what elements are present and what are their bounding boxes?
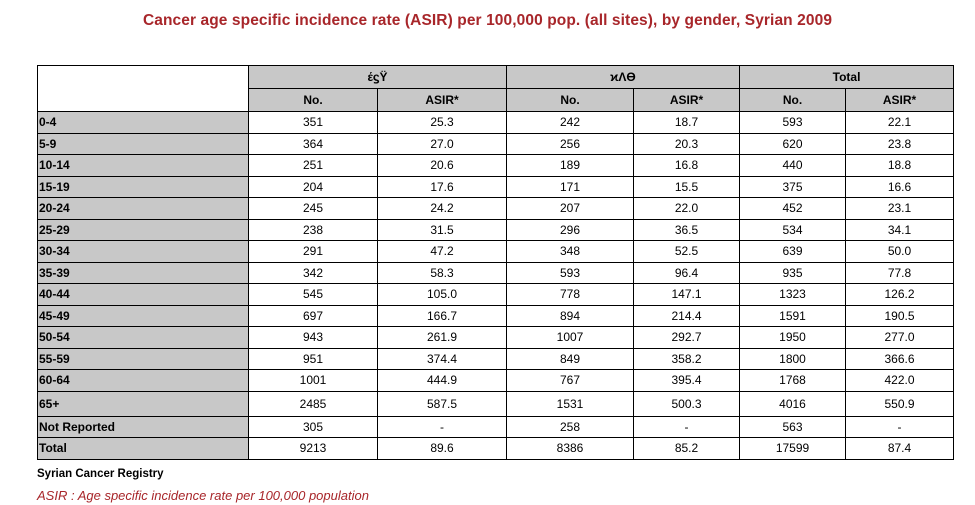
table-cell: 20.3: [634, 133, 740, 155]
table-cell: 358.2: [634, 348, 740, 370]
table-cell: 147.1: [634, 284, 740, 306]
table-cell: 15.5: [634, 176, 740, 198]
table-row: [38, 155, 954, 177]
column-header: ASIR*: [846, 89, 954, 112]
table-cell: 52.5: [634, 241, 740, 263]
table-cell: 27.0: [378, 133, 507, 155]
table-cell: 277.0: [846, 327, 954, 349]
row-label: 45-49: [38, 305, 249, 327]
row-label: 5-9: [38, 133, 249, 155]
table-cell: 452: [740, 198, 846, 220]
table-cell: 17599: [740, 438, 846, 460]
row-label: 65+: [38, 391, 249, 416]
table-cell: 364: [249, 133, 378, 155]
table-cell: 849: [507, 348, 634, 370]
table-row: [38, 438, 954, 460]
table-cell: 126.2: [846, 284, 954, 306]
table-cell: 22.1: [846, 112, 954, 134]
table-cell: 767: [507, 370, 634, 392]
column-header: No.: [740, 89, 846, 112]
table-cell: 261.9: [378, 327, 507, 349]
table-cell: 20.6: [378, 155, 507, 177]
group-header-female: ϰΛϴ: [507, 66, 740, 89]
table-cell: -: [378, 416, 507, 438]
table-cell: 190.5: [846, 305, 954, 327]
row-label: 50-54: [38, 327, 249, 349]
table-cell: 778: [507, 284, 634, 306]
table-cell: 171: [507, 176, 634, 198]
row-label: 35-39: [38, 262, 249, 284]
corner-cell: [38, 66, 249, 112]
table-title: Cancer age specific incidence rate (ASIR) per 100,000 pop. (all sites), by gender, Syrian 2009: [142, 12, 833, 29]
footnote: ASIR : Age specific incidence rate per 100,000 population: [37, 488, 369, 503]
row-label: 30-34: [38, 241, 249, 263]
table-cell: 207: [507, 198, 634, 220]
table-cell: 87.4: [846, 438, 954, 460]
table-cell: 18.7: [634, 112, 740, 134]
table-cell: 1950: [740, 327, 846, 349]
table-cell: 620: [740, 133, 846, 155]
column-header: ASIR*: [378, 89, 507, 112]
table-row: [38, 391, 954, 416]
table-cell: 296: [507, 219, 634, 241]
table-cell: 894: [507, 305, 634, 327]
table-cell: 935: [740, 262, 846, 284]
table-cell: 639: [740, 241, 846, 263]
table-cell: 1591: [740, 305, 846, 327]
table-cell: 50.0: [846, 241, 954, 263]
table-cell: 251: [249, 155, 378, 177]
table-cell: 189: [507, 155, 634, 177]
table-cell: 23.1: [846, 198, 954, 220]
table-cell: 77.8: [846, 262, 954, 284]
row-label: 20-24: [38, 198, 249, 220]
table-row: [38, 327, 954, 349]
table-cell: 4016: [740, 391, 846, 416]
table-cell: -: [634, 416, 740, 438]
table-cell: 305: [249, 416, 378, 438]
table-cell: 256: [507, 133, 634, 155]
table-row: [38, 198, 954, 220]
table-cell: 348: [507, 241, 634, 263]
table-cell: 166.7: [378, 305, 507, 327]
table-cell: 58.3: [378, 262, 507, 284]
table-cell: 1323: [740, 284, 846, 306]
table-cell: 24.2: [378, 198, 507, 220]
column-header: No.: [507, 89, 634, 112]
row-label: 55-59: [38, 348, 249, 370]
table-cell: 1800: [740, 348, 846, 370]
table-cell: 342: [249, 262, 378, 284]
table-cell: 47.2: [378, 241, 507, 263]
group-header-row: [38, 66, 954, 89]
table-row: [38, 133, 954, 155]
row-label: 40-44: [38, 284, 249, 306]
table-cell: 550.9: [846, 391, 954, 416]
table-cell: 291: [249, 241, 378, 263]
table-cell: 85.2: [634, 438, 740, 460]
group-header-male: έϛΫ: [249, 66, 507, 89]
table-cell: 16.6: [846, 176, 954, 198]
table-cell: 89.6: [378, 438, 507, 460]
table-cell: -: [846, 416, 954, 438]
table-cell: 422.0: [846, 370, 954, 392]
table-cell: 1007: [507, 327, 634, 349]
table-cell: 951: [249, 348, 378, 370]
table-row: [38, 241, 954, 263]
row-label: 25-29: [38, 219, 249, 241]
table-row: [38, 262, 954, 284]
table-cell: 375: [740, 176, 846, 198]
table-body: [38, 112, 954, 460]
table-cell: 96.4: [634, 262, 740, 284]
table-cell: 17.6: [378, 176, 507, 198]
row-label: 10-14: [38, 155, 249, 177]
table-cell: 25.3: [378, 112, 507, 134]
table-cell: 214.4: [634, 305, 740, 327]
table-cell: 204: [249, 176, 378, 198]
table-cell: 8386: [507, 438, 634, 460]
table-row: [38, 112, 954, 134]
table-row: [38, 416, 954, 438]
table-row: [38, 176, 954, 198]
table-cell: 545: [249, 284, 378, 306]
table-cell: 593: [507, 262, 634, 284]
table-cell: 242: [507, 112, 634, 134]
row-label: Not Reported: [38, 416, 249, 438]
table-row: [38, 305, 954, 327]
column-header: ASIR*: [634, 89, 740, 112]
group-header-total: Total: [740, 66, 954, 89]
table-cell: 2485: [249, 391, 378, 416]
table-cell: 395.4: [634, 370, 740, 392]
table-cell: 245: [249, 198, 378, 220]
row-label: 0-4: [38, 112, 249, 134]
incidence-table: [37, 65, 954, 460]
row-label: 60-64: [38, 370, 249, 392]
table-cell: 563: [740, 416, 846, 438]
source-label: Syrian Cancer Registry: [37, 468, 164, 480]
table-cell: 105.0: [378, 284, 507, 306]
table-cell: 534: [740, 219, 846, 241]
table-cell: 9213: [249, 438, 378, 460]
table-cell: 374.4: [378, 348, 507, 370]
table-cell: 943: [249, 327, 378, 349]
table-cell: 258: [507, 416, 634, 438]
table-cell: 1768: [740, 370, 846, 392]
table-cell: 697: [249, 305, 378, 327]
column-header: No.: [249, 89, 378, 112]
table-cell: 593: [740, 112, 846, 134]
table-cell: 18.8: [846, 155, 954, 177]
table-row: [38, 219, 954, 241]
table-cell: 238: [249, 219, 378, 241]
row-label: 15-19: [38, 176, 249, 198]
table-cell: 587.5: [378, 391, 507, 416]
table-cell: 36.5: [634, 219, 740, 241]
table-cell: 31.5: [378, 219, 507, 241]
row-label: Total: [38, 438, 249, 460]
table-cell: 500.3: [634, 391, 740, 416]
table-cell: 23.8: [846, 133, 954, 155]
table-row: [38, 370, 954, 392]
table-cell: 1531: [507, 391, 634, 416]
table-cell: 366.6: [846, 348, 954, 370]
table-row: [38, 284, 954, 306]
table-cell: 351: [249, 112, 378, 134]
table-row: [38, 348, 954, 370]
table-cell: 444.9: [378, 370, 507, 392]
table-cell: 292.7: [634, 327, 740, 349]
table-cell: 1001: [249, 370, 378, 392]
table-cell: 440: [740, 155, 846, 177]
table-cell: 16.8: [634, 155, 740, 177]
table-cell: 22.0: [634, 198, 740, 220]
table-cell: 34.1: [846, 219, 954, 241]
